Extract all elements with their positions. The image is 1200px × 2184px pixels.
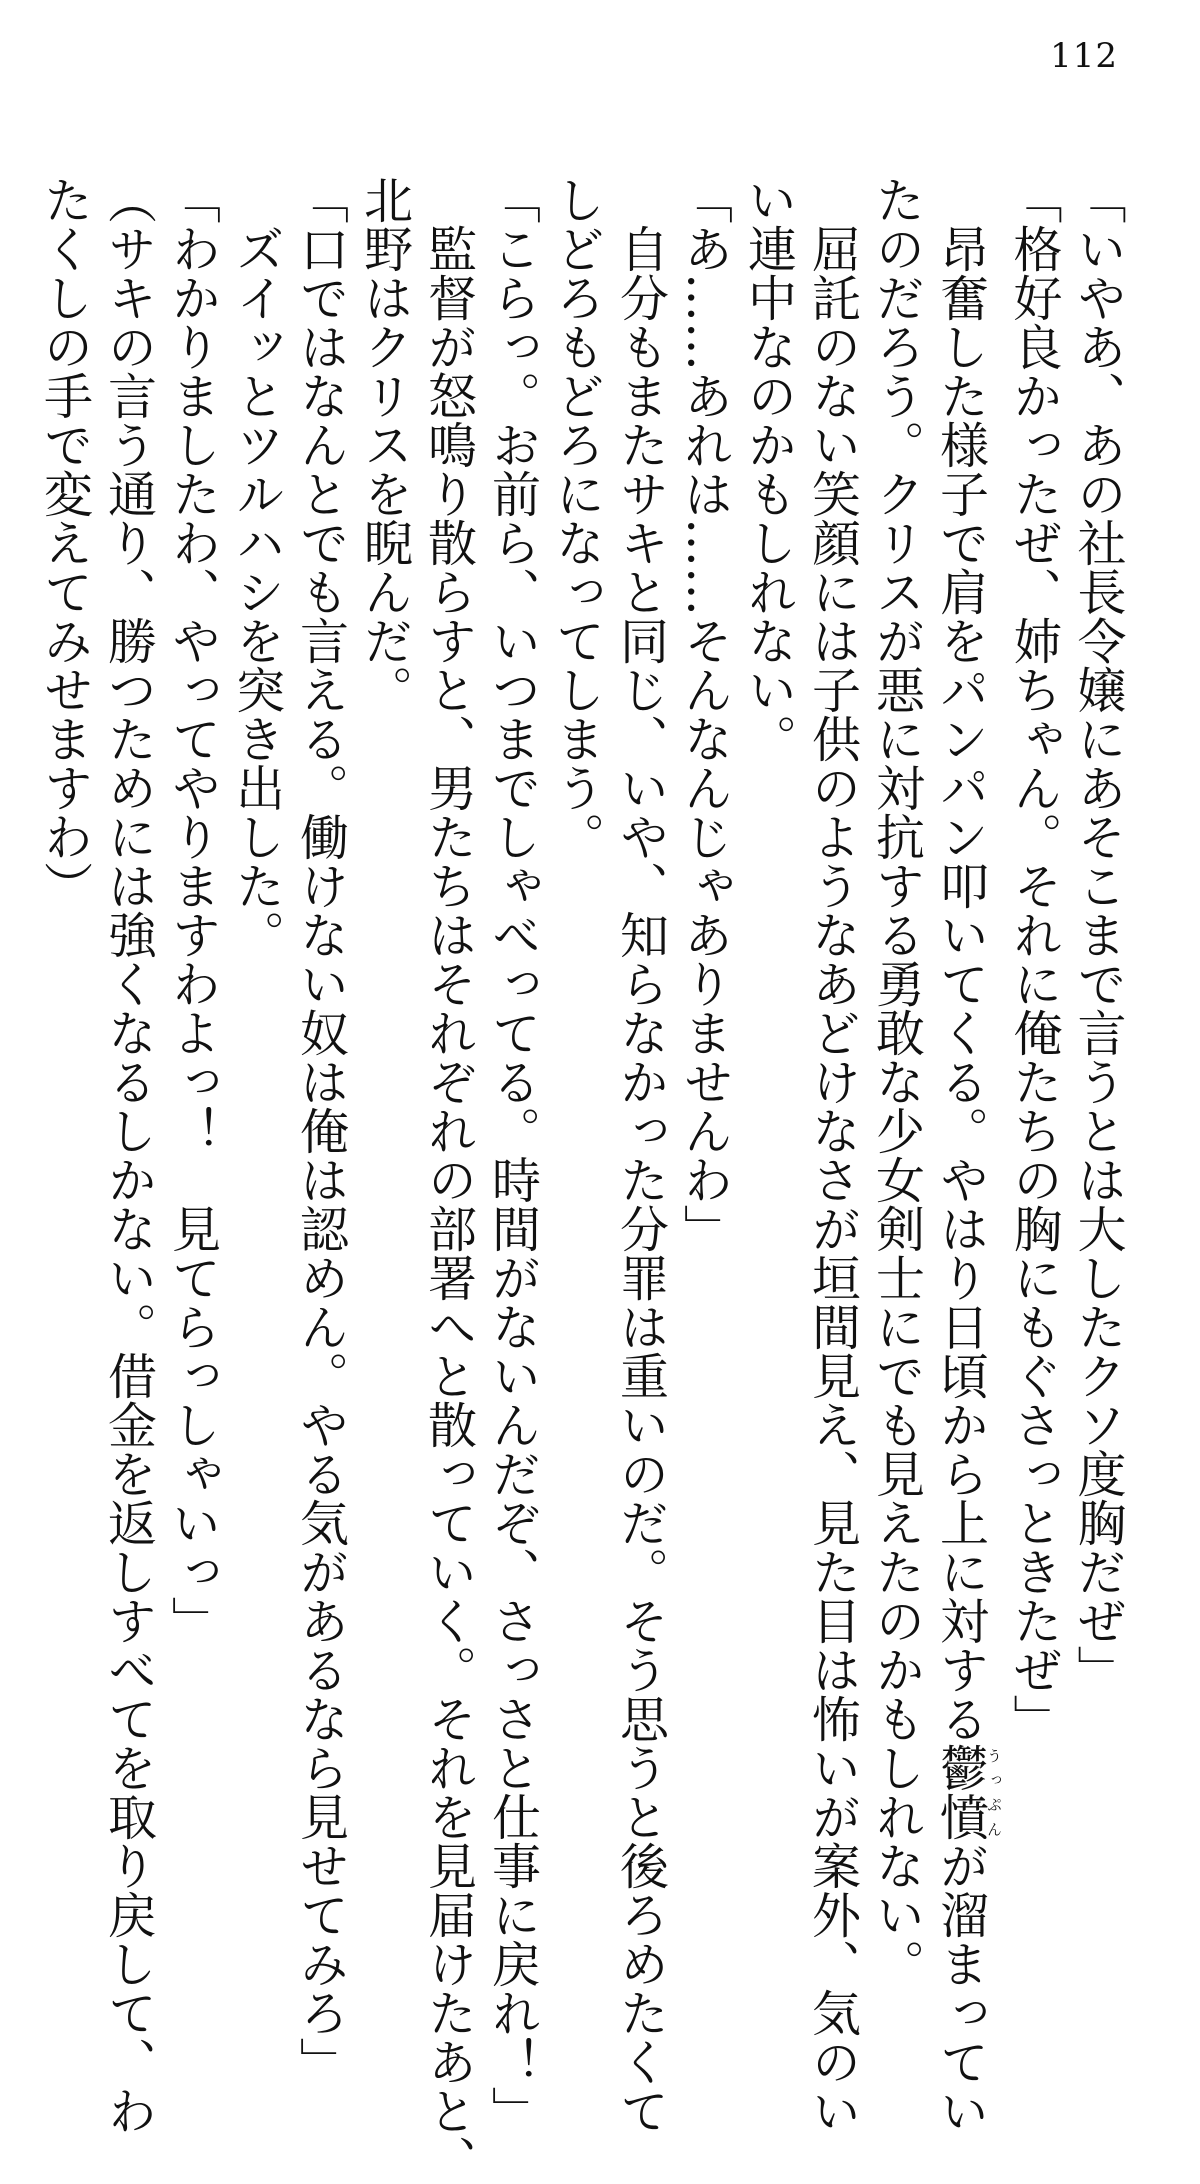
text-line-1: 「いやあ、あの社長令嬢にあそこまで言うとは大したクソ度胸だぜ」 (1070, 175, 1127, 1694)
text-line-7: 「あ……あれは……そんなんじゃありませんわ」 (676, 175, 734, 1253)
text-line-10: 「こらっ。お前ら、いつまでしゃべってる。時間がないんだぞ、さっさと仕事に戻れ！」 (484, 175, 542, 2135)
text-line-8: 自分もまたサキと同じ、いや、知らなかった分罪は重いのだ。そう思うと後ろめたくて (612, 175, 670, 2135)
text-line-6: い連中なのかもしれない。 (740, 175, 798, 763)
text-line-9: しどろもどろになってしまう。 (548, 175, 606, 861)
ruby-base: 鬱憤 (932, 1743, 990, 1841)
text-line-3-start: 昂奮した様子で肩をパンパン叩いてくる。やはり日頃から上に対する (932, 175, 990, 1743)
vertical-body-text (33, 175, 1131, 2184)
text-line-11: 監督が怒鳴り散らすと、男たちはそれぞれの部署へと散っていく。それを見届けたあと、 (420, 175, 478, 2184)
page-number: 112 (1050, 36, 1118, 76)
text-line-15: 「わかりましたわ、やってやりますわよっ！ 見てらっしゃいっ」 (164, 175, 222, 1645)
text-line-3 (929, 175, 1003, 2135)
text-line-16: （サキの言う通り、勝つためには強くなるしかない。借金を返しすべてを取り戻して、わ (100, 175, 158, 2135)
text-line-13: 「口ではなんとでも言える。働けない奴は俺は認めん。やる気があるなら見せてみろ」 (292, 175, 350, 2086)
text-line-12: 北野はクリスを睨んだ。 (356, 175, 414, 714)
text-line-2: 「格好良かったぜ、姉ちゃん。それに俺たちの胸にもぐさっときたぜ」 (1006, 175, 1063, 1743)
text-line-4: たのだろう。クリスが悪に対抗する勇敢な少女剣士にでも見えたのかもしれない。 (868, 175, 926, 1988)
text-line-3-end: が溜まってい (932, 1841, 990, 2135)
ruby-word (932, 1743, 1003, 1841)
text-line-5: 屈託のない笑顔には子供のようなあどけなさが垣間見え、見た目は怖いが案外、気のい (804, 175, 862, 2135)
text-line-14: ズイッとツルハシを突き出した。 (228, 175, 286, 959)
ruby-reading: うっぷん (985, 1743, 1003, 1841)
text-line-17: たくしの手で変えてみせますわ） (36, 175, 94, 910)
